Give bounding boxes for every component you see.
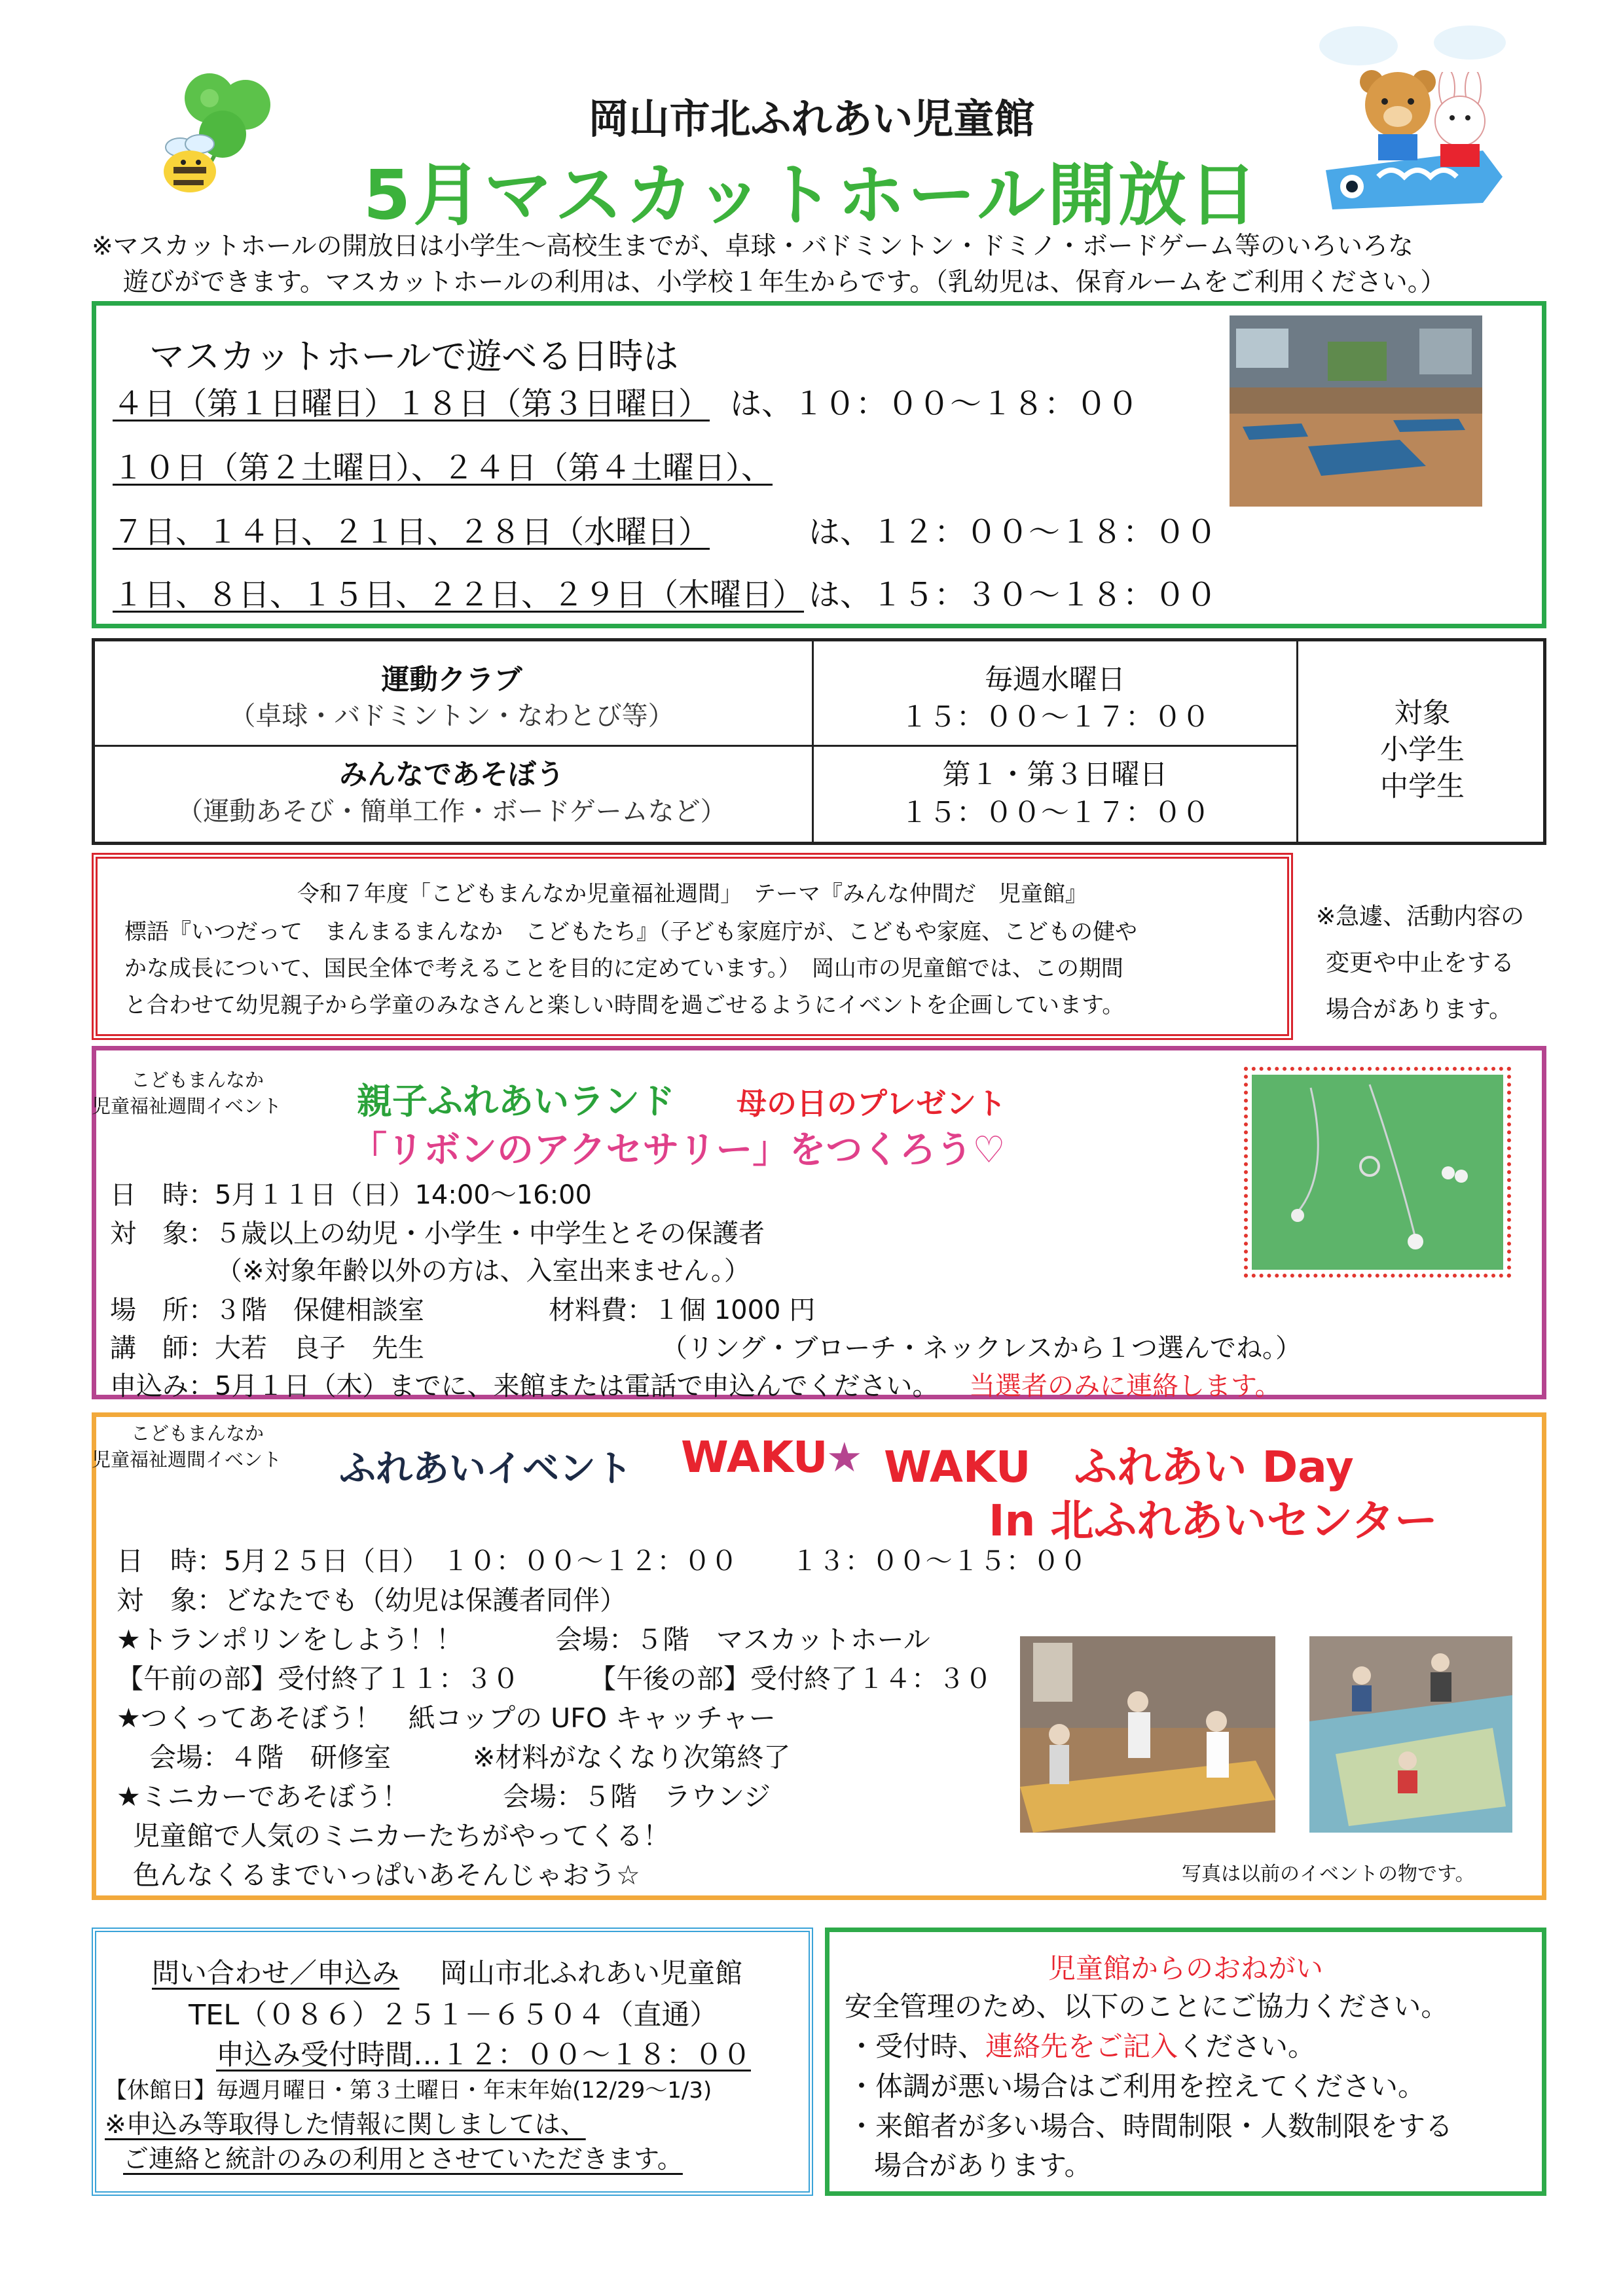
event1-title2: 母の日のプレゼント <box>737 1086 1007 1121</box>
request-title: 児童館からのおねがい <box>1048 1952 1323 1984</box>
club1-sub: （卓球・バドミントン・なわとび等） <box>229 701 674 731</box>
club-target-1: 小学生 <box>1380 734 1465 766</box>
event2-title-waku2: WAKU ふれあい Day <box>884 1442 1354 1492</box>
club2-time: １５：００～１７：００ <box>900 797 1210 829</box>
minicar-photo <box>1309 1636 1512 1833</box>
intro-note-line1: ※マスカットホールの開放日は小学生～高校生までが、卓球・バドミントン・ドミノ・ボードゲーム等のいろいろな <box>92 232 1413 261</box>
contact-heading: 問い合わせ／申込み <box>152 1957 400 1989</box>
org-name: 岡山市北ふれあい児童館 <box>588 95 1035 143</box>
event1-subtitle: 「リボンのアクセサリー」をつくろう♡ <box>350 1129 1006 1172</box>
event2-date: 日 時：5月２５日（日） １０：００～１２：００ １３：００～１５：００ <box>117 1545 1087 1577</box>
welfare-week-line3: かな成長について、国民全体で考えることを目的に定めています。） 岡山市の児童館では、この期間 <box>124 956 1123 982</box>
trampoline-photo <box>1020 1636 1275 1833</box>
event2-item2: ★つくってあそぼう！ 紙コップの UFO キャッチャー <box>117 1702 776 1734</box>
hall-row3-dates: ７日、１４日、２１日、２８日（水曜日） <box>113 514 710 550</box>
event2-tag1: こどもまんなか <box>131 1422 264 1444</box>
request-b2: ・体調が悪い場合はご利用を控えてください。 <box>848 2070 1426 2102</box>
page-title: 5月マスカットホール開放日 <box>363 155 1260 235</box>
event2-item3-line2: 色んなくるまでいっぱいあそんじゃおう☆ <box>133 1859 640 1891</box>
change-notice-2: 変更や中止をする <box>1326 950 1515 977</box>
event1-place: 場 所：３階 保健相談室 <box>110 1295 424 1325</box>
request-b3: ・来館者が多い場合、時間制限・人数制限をする <box>848 2110 1453 2142</box>
intro-note-line2: 遊びができます。マスカットホールの利用は、小学校１年生からです。（乳幼児は、保育ルームをご利用ください。） <box>123 268 1446 297</box>
event2-title: ふれあいイベント <box>339 1448 632 1490</box>
request-b1a <box>848 2025 1315 2064</box>
change-notice-1: ※急遽、活動内容の <box>1316 903 1525 930</box>
club1-time: １５：００～１７：００ <box>900 701 1210 734</box>
event1-title: 親子ふれあいランド <box>357 1081 675 1122</box>
club2-name: みんなであそぼう <box>339 759 564 791</box>
event1-apply: 申込み：5月１日（木）までに、来館または電話で申込んでください。 <box>110 1371 939 1401</box>
contact-privacy1: ※申込み等取得した情報に関しましては、 <box>105 2110 586 2140</box>
event2-photo-caption: 写真は以前のイベントの物です。 <box>1182 1863 1475 1886</box>
hall-photo <box>1230 315 1482 507</box>
hall-row1-dates: ４日（第１日曜日）１８日（第３日曜日） <box>113 386 710 422</box>
event2-title-venue: In 北ふれあいセンター <box>989 1496 1438 1546</box>
event1-target-note: （※対象年齢以外の方は、入室出来ません。） <box>216 1256 750 1286</box>
event1-fee: 材料費：１個 1000 円 <box>549 1295 816 1325</box>
contact-closed: 【休館日】毎週月曜日・第３土曜日・年末年始(12/29～1/3) <box>105 2077 712 2104</box>
event2-item2-place: 会場：４階 研修室 <box>149 1742 391 1773</box>
welfare-week-line1: 令和７年度「こどもまんなか児童福祉週間」 テーマ『みんな仲間だ 児童館』 <box>297 881 1087 907</box>
event2-item3: ★ミニカーであそぼう！ <box>117 1781 409 1812</box>
event1-apply-red: 当選者のみに連絡します。 <box>969 1371 1281 1401</box>
event1-teacher: 講 師：大若 良子 先生 <box>110 1333 424 1363</box>
hall-row3-time: は、１２：００～１８：００ <box>809 514 1218 550</box>
club-target-2: 中学生 <box>1380 770 1465 803</box>
request-intro: 安全管理のため、以下のことにご協力ください。 <box>845 1990 1449 2022</box>
event1-choice: （リング・ブローチ・ネックレスから１つ選んでね。） <box>661 1333 1302 1363</box>
event1-tag2: 児童福祉週間イベント <box>92 1095 282 1117</box>
event1-tag1: こどもまんなか <box>131 1069 264 1091</box>
hall-row4-dates: １日、８日、１５日、２２日、２９日（木曜日） <box>113 577 805 613</box>
event2-target: 対 象：どなたでも（幼児は保護者同伴） <box>117 1585 627 1616</box>
accessory-photo <box>1252 1075 1503 1270</box>
request-b1-highlight: 連絡先をご記入 <box>985 2030 1178 2062</box>
event1-date: 日 時：5月１１日（日）14:00～16:00 <box>110 1180 592 1210</box>
contact-privacy2: ご連絡と統計のみの利用とさせていただきます。 <box>123 2145 683 2174</box>
club-target-label: 対象 <box>1394 697 1451 730</box>
event2-item1-pm: 【午後の部】受付終了１４：３０ <box>589 1663 992 1695</box>
hall-row2-dates: １０日（第２土曜日）、２４日（第４土曜日）、 <box>113 450 773 486</box>
club1-name: 運動クラブ <box>381 664 522 696</box>
club2-day: 第１・第３日曜日 <box>942 759 1168 791</box>
event2-item1-am: 【午前の部】受付終了１１：３０ <box>117 1663 519 1695</box>
event2-item1-place: 会場：５階 マスカットホール <box>555 1624 930 1655</box>
event2-title-star: ★ <box>826 1433 863 1481</box>
hall-row1-time: は、１０：００～１８：００ <box>730 386 1139 422</box>
club2-sub: （運動あそび・簡単工作・ボードゲームなど） <box>177 797 727 827</box>
event2-item3-place: 会場：５階 ラウンジ <box>503 1781 771 1812</box>
request-b1-start: ・受付時、 <box>848 2030 986 2062</box>
request-b1-end: ください。 <box>1178 2030 1316 2062</box>
hall-row4-time: は、１５：３０～１８：００ <box>809 577 1218 613</box>
welfare-week-line4: と合わせて幼児親子から学童のみなさんと楽しい時間を過ごせるようにイベントを企画しています。 <box>124 992 1125 1018</box>
event2-item2-note: ※材料がなくなり次第終了 <box>473 1742 791 1773</box>
event2-title-waku1: WAKU <box>681 1432 828 1482</box>
club-table-row-divider <box>92 745 1296 747</box>
request-b3-cont: 場合があります。 <box>874 2149 1092 2181</box>
event2-item1: ★トランポリンをしよう！！ <box>117 1624 463 1655</box>
event2-item3-line1: 児童館で人気のミニカーたちがやってくる！ <box>133 1820 670 1852</box>
welfare-week-line2: 標語『いつだって まんまるまんなか こどもたち』（子ども家庭庁が、こどもや家庭、こどもの健や <box>124 919 1137 945</box>
contact-tel: TEL（０８６）２５１－６５０４（直通） <box>189 1999 718 2032</box>
event1-target: 対 象：５歳以上の幼児・小学生・中学生とその保護者 <box>110 1219 765 1249</box>
contact-hours: 申込み受付時間…１２：００～１８：００ <box>216 2039 751 2072</box>
club1-day: 毎週水曜日 <box>985 664 1125 696</box>
hall-heading: マスカットホールで遊べる日時は <box>149 336 679 377</box>
contact-org: 岡山市北ふれあい児童館 <box>440 1957 743 1989</box>
event2-tag2: 児童福祉週間イベント <box>92 1448 282 1471</box>
change-notice-3: 場合があります。 <box>1326 996 1513 1023</box>
